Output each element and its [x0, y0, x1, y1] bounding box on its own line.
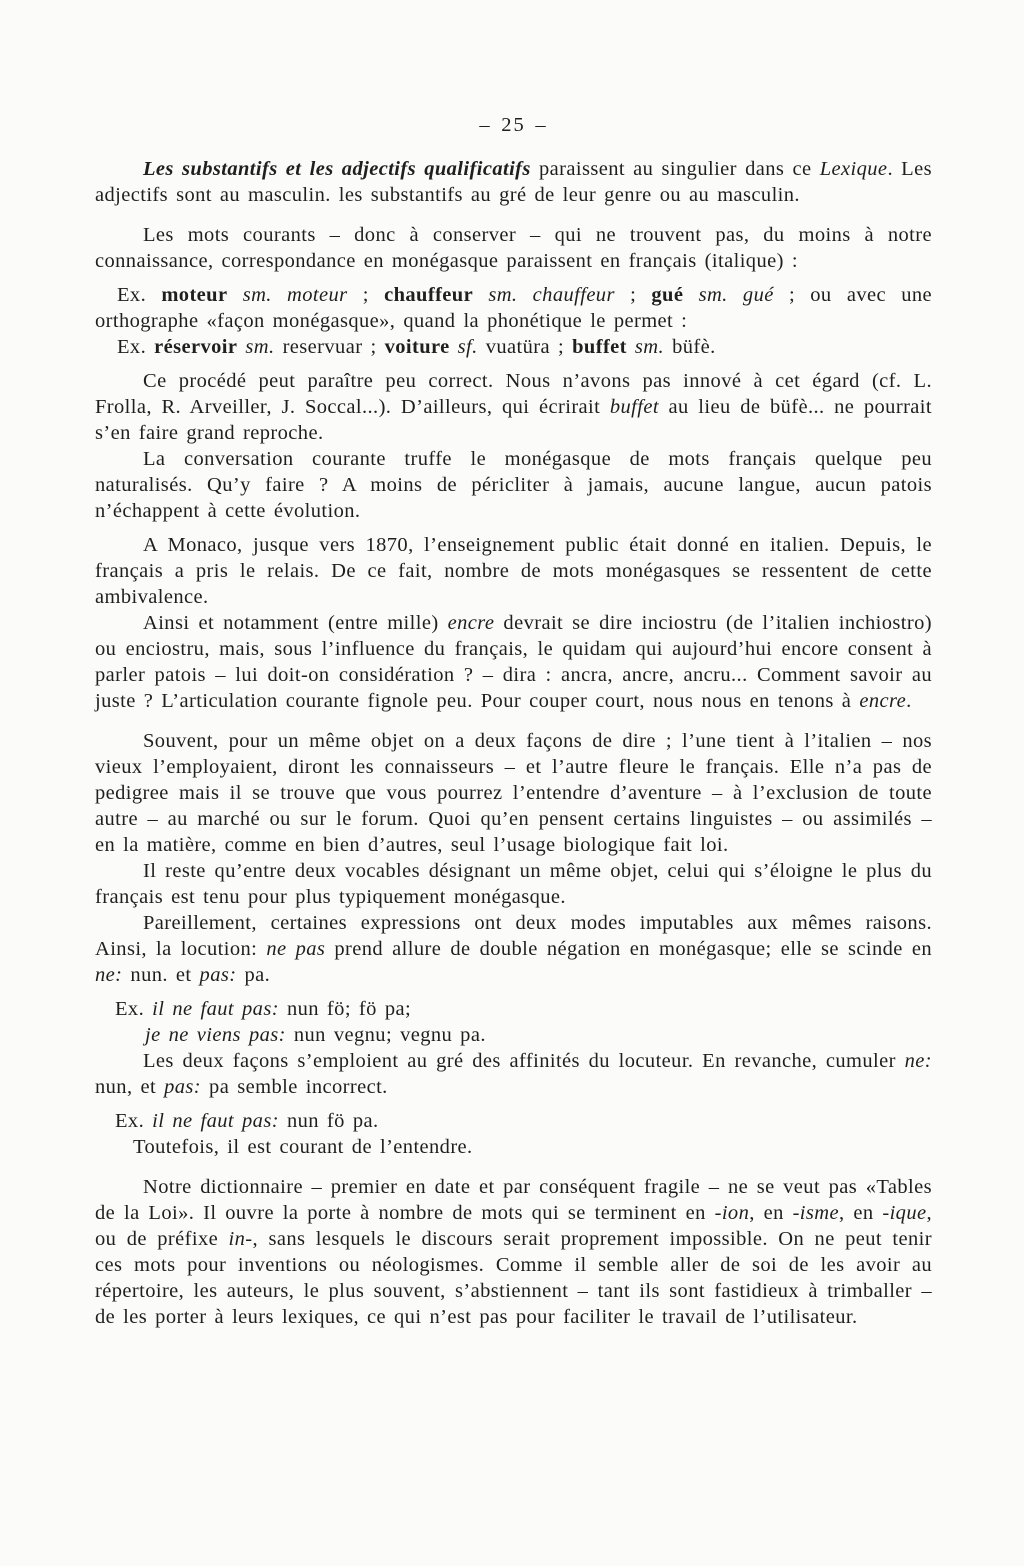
paragraph-double-negation — [95, 910, 932, 988]
text-run: nun, et — [95, 1076, 165, 1098]
text-run: , en — [749, 1202, 793, 1224]
text-run: il ne faut pas: — [152, 1110, 279, 1132]
text-run: . Les adjectifs sont au masculin. les substantifs au gré de leur genre ou au masculin. — [95, 158, 932, 206]
text-run: pas: — [164, 1076, 202, 1098]
text-run: ne: — [904, 1050, 932, 1072]
text-run: Lexique — [819, 158, 888, 180]
text-run: Souvent, pour un même objet on a deux façons de dire ; l’une tient à l’italien – nos vieux l’employaient, diront les connaisseurs – et l’autre fleure le français. Elle n’a pas de pedigree mais il se trouve que vous pourrez l’entendre d’aventure – à l’exclusion de toute autre – au marché ou sur le forum. Quoi qu’en pensent certains linguistes – ou assimilés – en la matière, comme en bien d’autres, seul l’usage biologique fait loi. — [95, 730, 932, 856]
text-run: ne: — [95, 964, 123, 986]
text-run: chauffeur — [384, 284, 474, 306]
text-run: ; ou avec une orthographe «façon monégasque», quand la phonétique le permet : — [95, 284, 932, 332]
text-run: vuatüra ; — [477, 336, 573, 358]
text-run: réservoir — [154, 336, 238, 358]
example-nun-fo-pa — [115, 1108, 932, 1134]
text-run: voiture — [384, 336, 450, 358]
text-run: -isme — [792, 1202, 839, 1224]
text-run: nun vegnu; vegnu pa. — [285, 1024, 486, 1046]
page-number: – 25 – — [479, 114, 548, 136]
paragraph-deux-vocables — [95, 858, 932, 910]
text-run: nun fö pa. — [278, 1110, 379, 1132]
text-run: Ce procédé peut paraître peu correct. Nous n’avons pas innové à cet égard (cf. L. Frolla, R. Arveiller, J. Soccal...). D’ailleurs, qui écrirait — [95, 370, 932, 418]
paragraph-encre — [95, 610, 932, 714]
paragraph-deux-facons-de-dire — [95, 728, 932, 858]
paragraph-procede — [95, 368, 932, 446]
text-run: Toutefois, il est courant de l’entendre. — [133, 1136, 473, 1158]
text-run: ; — [614, 284, 652, 306]
text-run: Les deux façons s’emploient au gré des affinités du locuteur. En revanche, cumuler — [143, 1050, 905, 1072]
text-run: A Monaco, jusque vers 1870, l’enseignement public était donné en italien. Depuis, le français a pris le relais. De ce fait, nombre de mots monégasques se ressentent de cette ambivalence. — [95, 534, 932, 608]
text-run: Les mots courants – donc à conserver – qui ne trouvent pas, du moins à notre connaissance, correspondance en monégasque paraissent en français (italique) : — [95, 224, 932, 272]
paragraph-deux-facons-emploi — [95, 1048, 932, 1100]
text-run: nun fö; fö pa; — [278, 998, 412, 1020]
text-run: paraissent au singulier dans ce — [530, 158, 820, 180]
text-run: sm. moteur — [227, 284, 348, 306]
text-run: pa semble incorrect. — [201, 1076, 388, 1098]
text-run: encre — [447, 612, 495, 634]
text-run: encre — [859, 690, 907, 712]
text-run: Ex. — [115, 998, 153, 1020]
text-run: prend allure de double négation en monégasque; elle se scinde en — [325, 938, 932, 960]
text-run: -ique — [882, 1202, 927, 1224]
text-run: Ex. — [115, 1110, 153, 1132]
text-run: ne pas — [266, 938, 326, 960]
example-moteur-chauffeur-gue — [95, 282, 932, 334]
text-run: La conversation courante truffe le monégasque de mots français quelque peu naturalisés. Qu’y faire ? A moins de péricliter à jamais, aucune langue, aucun patois n’échappent à cette évolution. — [95, 448, 932, 522]
text-run: büfè. — [664, 336, 716, 358]
text-run: devrait se dire inciostru (de l’italien inchiostro) ou enciostru, mais, sous l’influence du français, le quidam qui aujourd’hui encore consent à parler patois – lui doit-on considération ? – dira : ancra, ancre, ancru... Comment savoir au juste ? L’articulation courante fignole peu. Pour couper court, nous nous en tenons à — [95, 612, 932, 712]
example-il-ne-faut-pas — [115, 996, 932, 1022]
text-run: pas: — [199, 964, 237, 986]
text-run: sm. — [626, 336, 665, 358]
text-run: buffet — [572, 336, 627, 358]
text-run: . — [906, 690, 912, 712]
text-run: moteur — [161, 284, 228, 306]
text-run: Pareillement, certaines expressions ont deux modes imputables aux mêmes raisons. Ainsi, la locution: — [95, 912, 932, 960]
text-run: sm. — [237, 336, 275, 358]
text-run: gué — [651, 284, 684, 306]
text-run: Ainsi et notamment (entre mille) — [143, 612, 448, 634]
paragraph-mots-courants — [95, 222, 932, 274]
text-run: il ne faut pas: — [152, 998, 279, 1020]
text-run: Les substantifs et les adjectifs qualificatifs — [143, 158, 531, 180]
text-run: je ne viens pas: — [145, 1024, 286, 1046]
text-run: , sans lesquels le discours serait proprement impossible. On ne peut tenir ces mots pour inventions ou néologismes. Comme il semble aller de soi de les avoir au répertoire, les auteurs, le plus souvent, s’abstiennent – tant ils sont fastidieux à trimballer – de les porter à leurs lexiques, ce qui n’est pas pour faciliter le travail de l’utilisateur. — [95, 1228, 932, 1328]
text-run: in- — [228, 1228, 253, 1250]
example-reservoir-voiture-buffet — [95, 334, 932, 360]
text-run: , ou de préfixe — [95, 1202, 932, 1250]
text-run: -ion — [714, 1202, 750, 1224]
paragraph-monaco-1870 — [95, 532, 932, 610]
text-run: pa. — [236, 964, 271, 986]
text-run: reservuar ; — [274, 336, 385, 358]
text-run: Il reste qu’entre deux vocables désignant un même objet, celui qui s’éloigne le plus du français est tenu pour plus typiquement monégasque. — [95, 860, 932, 908]
paragraph-conversation-courante — [95, 446, 932, 524]
paragraph-notre-dictionnaire — [95, 1174, 932, 1330]
text-run: Ex. — [117, 336, 155, 358]
paragraph-substantifs-adjectifs — [95, 156, 932, 208]
example-je-ne-viens-pas — [145, 1022, 932, 1048]
text-run: sm. chauffeur — [473, 284, 615, 306]
text-run: nun. et — [122, 964, 200, 986]
paragraph-toutefois — [133, 1134, 932, 1160]
text-run: , en — [838, 1202, 883, 1224]
text-run: ; — [347, 284, 385, 306]
text-run: sm. gué — [683, 284, 774, 306]
text-run: Ex. — [117, 284, 162, 306]
text-run: au lieu de büfè... ne pourrait s’en faire grand reproche. — [95, 396, 932, 444]
text-run: Notre dictionnaire – premier en date et par conséquent fragile – ne se veut pas «Tables de la Loi». Il ouvre la porte à nombre de mots qui se terminent en — [95, 1176, 932, 1224]
text-run: buffet — [609, 396, 659, 418]
text-run: sf. — [449, 336, 478, 358]
